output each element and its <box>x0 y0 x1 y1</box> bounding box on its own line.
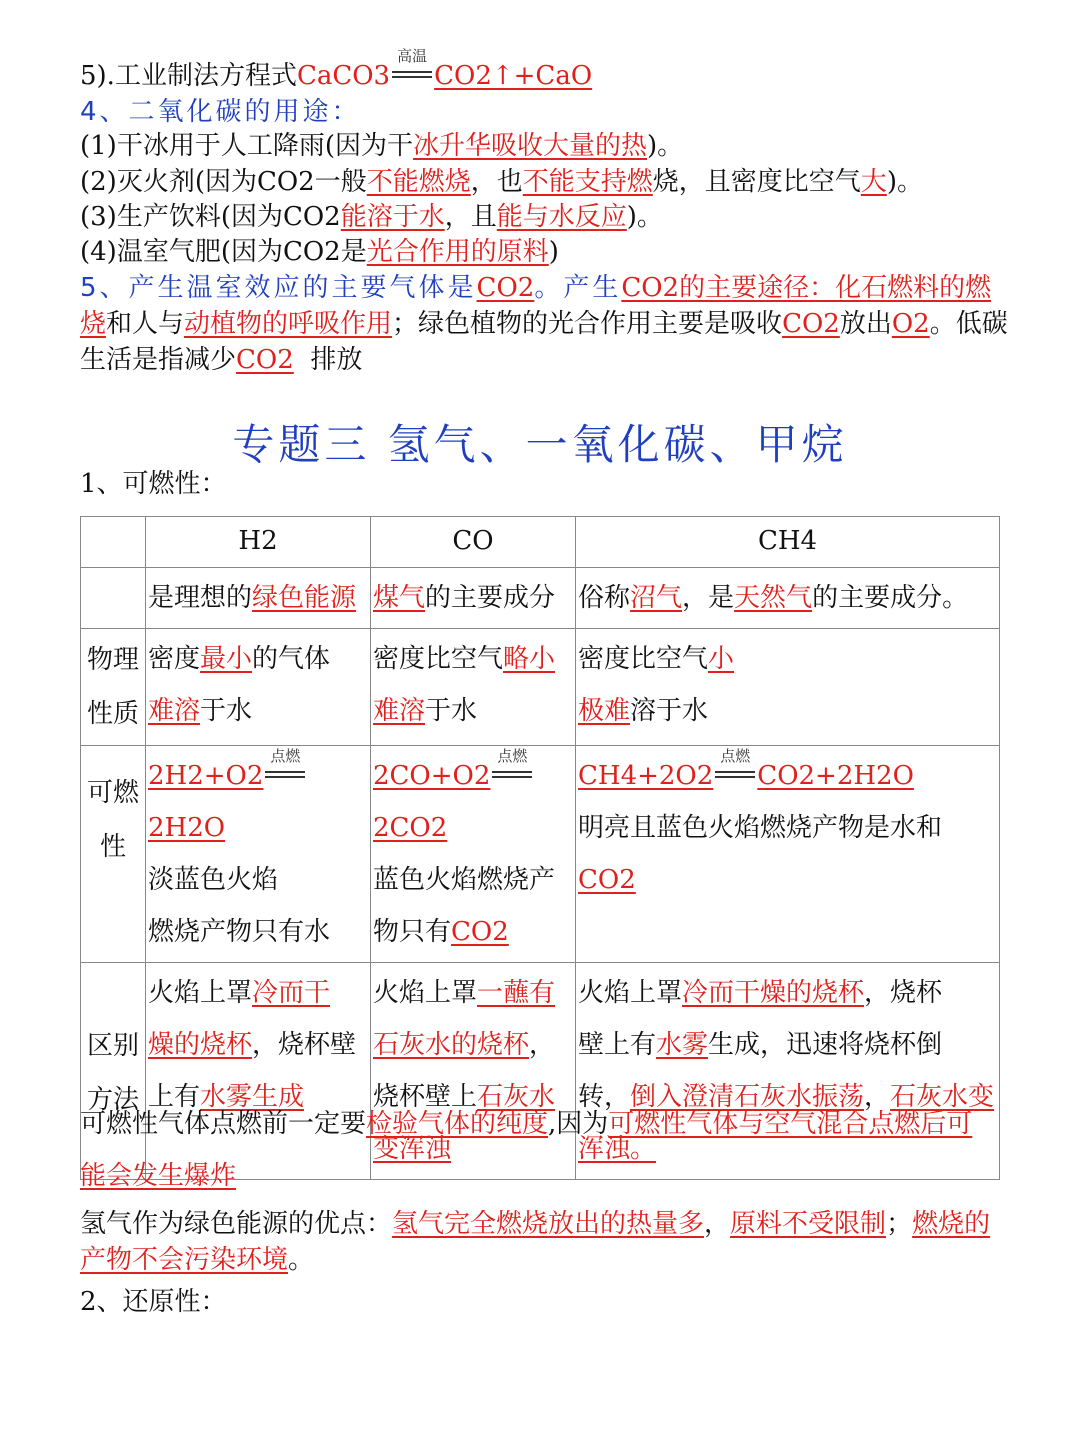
eq-left: 2CO+O2 <box>373 761 491 791</box>
eq-right: 2CO2 <box>373 813 448 843</box>
use3-end: )。 <box>626 202 663 232</box>
note-hydrogen-advantages <box>80 1206 1010 1278</box>
rh1: 可燃 <box>86 778 139 808</box>
cell-h2-r1 <box>146 568 371 629</box>
use-4 <box>80 234 559 270</box>
t-r: CO2 <box>451 917 509 947</box>
greenhouse-text: 。产生 <box>534 273 622 303</box>
t-b: ，烧杯 <box>864 978 943 1008</box>
t-r1: 略小 <box>503 644 556 674</box>
n2-b: ， <box>704 1209 731 1239</box>
col-header-ch4: CH4 <box>576 517 1000 568</box>
eq-cond: 点燃 <box>720 747 751 765</box>
t-r1b: 燥的烧杯 <box>148 1030 253 1060</box>
t-r1: 沼气 <box>630 583 683 613</box>
col-header-h2: H2 <box>146 517 371 568</box>
t-r2: 难溶 <box>373 696 426 726</box>
t-b: ，是 <box>682 583 735 613</box>
t-r2: 水雾生成 <box>200 1082 305 1112</box>
use2-text3: 烧，且密度比空气 <box>652 167 861 197</box>
cell-co-r3 <box>371 746 576 963</box>
use2-text2: ，也 <box>470 167 523 197</box>
row-head-empty <box>81 568 146 629</box>
cell-co-r1 <box>371 568 576 629</box>
note-purity <box>80 1098 1010 1202</box>
gl3-b: 排放 <box>310 345 363 375</box>
line5-prefix: 5).工业制法方程式 <box>80 61 297 91</box>
table-corner <box>81 517 146 568</box>
page-title: 专题三 氢气、一氧化碳、甲烷 <box>232 420 848 469</box>
t-a: 俗称 <box>578 583 631 613</box>
n2-r2: 原料不受限制 <box>730 1209 887 1239</box>
t-r2: 天然气 <box>734 583 813 613</box>
t-r2: 水雾 <box>656 1030 709 1060</box>
use2-text: (2)灭火剂(因为CO2一般 <box>80 167 367 197</box>
t-c: 烧杯壁上 <box>373 1082 478 1112</box>
n2-d: 。 <box>288 1245 315 1275</box>
subheading-combustibility: 1、可燃性： <box>80 469 227 499</box>
n1-r2: 可燃性气体与空气混合点燃后可 <box>608 1109 973 1139</box>
t-r: CO2 <box>578 865 636 895</box>
t-a: 的主要成分 <box>425 583 556 613</box>
table-header-row <box>81 517 1000 568</box>
t-c: 溶于水 <box>630 696 709 726</box>
heading-co2-uses: 4、二氧化碳的用途： <box>80 97 361 127</box>
cell-ch4-r1 <box>576 568 1000 629</box>
gl2-b: ；绿色植物的光合作用主要是吸收 <box>392 309 783 339</box>
eq-right: CO2+2H2O <box>757 761 914 791</box>
greenhouse-line-3 <box>80 342 362 378</box>
t-r1: 冷而干燥的烧杯 <box>682 978 865 1008</box>
gl2-r3: CO2 <box>782 309 840 339</box>
gas-comparison-table <box>80 516 1000 1180</box>
n2-r3b: 产物不会污染环境 <box>80 1245 289 1275</box>
t-r2b: 变浑浊 <box>373 1134 452 1164</box>
gl2-d: 。低碳 <box>929 309 1008 339</box>
n2-c: ； <box>886 1209 913 1239</box>
eq-product: CO2↑+CaO <box>434 61 593 91</box>
t-r2: 极难 <box>578 696 631 726</box>
t-r4b: 浑浊。 <box>578 1134 657 1164</box>
t-l1: 蓝色火焰燃烧产 <box>373 865 556 895</box>
use2-answer3: 大 <box>860 167 887 197</box>
t-b: ，烧杯壁 <box>252 1030 357 1060</box>
greenhouse-source: CO2的主要途径：化石燃料的燃 <box>621 273 992 303</box>
use3-text2: ，且 <box>444 202 497 232</box>
use2-end: )。 <box>886 167 923 197</box>
t-r1: 最小 <box>200 644 253 674</box>
eq-reactant: CaCO3 <box>296 61 391 91</box>
eq-cond: 点燃 <box>497 747 528 765</box>
rh1: 区别 <box>86 1031 139 1061</box>
eq-arrow <box>263 747 307 802</box>
cell-h2-r2 <box>146 629 371 746</box>
t-r3: 倒入澄清石灰水振荡 <box>630 1082 865 1112</box>
t-l1: 淡蓝色火焰 <box>148 865 279 895</box>
gl3-a: 生活是指减少 <box>80 345 237 375</box>
eq-arrow <box>490 747 534 802</box>
rh2: 性质 <box>86 699 139 729</box>
n1-r2b: 能会发生爆炸 <box>80 1161 237 1191</box>
t-l2: 燃烧产物只有水 <box>148 917 331 947</box>
rh1: 物理 <box>86 645 139 675</box>
use1-answer: 冰升华吸收大量的热 <box>412 131 647 161</box>
rh2: 方法 <box>86 1085 139 1115</box>
gl2-r1: 烧 <box>80 309 107 339</box>
cell-h2-r3 <box>146 746 371 963</box>
subheading-reducibility: 2、还原性： <box>80 1287 227 1317</box>
t-r1: 一蘸有 <box>477 978 556 1008</box>
n1-r1: 检验气体的纯度 <box>366 1109 549 1139</box>
greenhouse-line-1 <box>80 270 991 306</box>
use4-answer: 光合作用的原料 <box>366 237 549 267</box>
t-r2: 难溶 <box>148 696 201 726</box>
t-c: 上有 <box>148 1082 201 1112</box>
greenhouse-heading: 5、产生温室效应的主要气体是 <box>80 273 477 303</box>
t-f: ， <box>864 1082 891 1112</box>
t-l1: 明亮且蓝色火焰燃烧产物是水和 <box>578 813 943 843</box>
gl3-r1: CO2 <box>236 345 294 375</box>
t-e: 转， <box>578 1082 631 1112</box>
rh2: 性 <box>99 832 126 862</box>
t-c: 的主要成分。 <box>812 583 969 613</box>
row-head-combustible <box>81 746 146 963</box>
use-1 <box>80 128 683 164</box>
t-r1b: 石灰水的烧杯 <box>373 1030 530 1060</box>
cell-ch4-r2 <box>576 629 1000 746</box>
gl2-r2: 动植物的呼吸作用 <box>184 309 393 339</box>
eq-cond: 点燃 <box>270 747 301 765</box>
eq-arrow <box>390 47 434 94</box>
table-row <box>81 568 1000 629</box>
n1-a: 可燃性气体点燃前一定要 <box>80 1109 367 1139</box>
greenhouse-line-2 <box>80 306 1008 342</box>
n1-b: ,因为 <box>548 1109 609 1139</box>
t-a: 是理想的 <box>148 583 253 613</box>
use2-answer1: 不能燃烧 <box>366 167 471 197</box>
equation-line-5 <box>80 47 593 94</box>
t-a: 火焰上罩 <box>148 978 253 1008</box>
use2-answer2: 不能支持燃 <box>522 167 653 197</box>
use1-text: (1)干冰用于人工降雨(因为干 <box>80 131 413 161</box>
t-l2: 物只有 <box>373 917 452 947</box>
use-3 <box>80 199 663 235</box>
t-a: 火焰上罩 <box>578 978 683 1008</box>
greenhouse-gas: CO2 <box>476 273 535 303</box>
eq-right: 2H2O <box>148 813 226 843</box>
eq-arrow <box>713 747 757 802</box>
eq-left: CH4+2O2 <box>578 761 714 791</box>
use3-answer2: 能与水反应 <box>496 202 627 232</box>
cell-ch4-r3 <box>576 746 1000 963</box>
t-a: 密度 <box>148 644 201 674</box>
table-row <box>81 629 1000 746</box>
t-c: 壁上有 <box>578 1030 657 1060</box>
use3-text: (3)生产饮料(因为CO2 <box>80 202 341 232</box>
use3-answer1: 能溶于水 <box>340 202 445 232</box>
n2-r1: 氢气完全燃烧放出的热量多 <box>392 1209 705 1239</box>
gl2-a: 和人与 <box>106 309 185 339</box>
t-c: 于水 <box>200 696 253 726</box>
n2-a: 氢气作为绿色能源的优点： <box>80 1209 393 1239</box>
cell-co-r2 <box>371 629 576 746</box>
table-row <box>81 746 1000 963</box>
t-a: 火焰上罩 <box>373 978 478 1008</box>
t-d: 生成，迅速将烧杯倒 <box>708 1030 943 1060</box>
t-r: 绿色能源 <box>252 583 357 613</box>
eq-condition: 高温 <box>397 47 428 65</box>
use1-end: )。 <box>647 131 684 161</box>
t-b: ， <box>529 1030 556 1060</box>
t-r1: 小 <box>708 644 735 674</box>
t-r4: 石灰水变 <box>890 1082 995 1112</box>
t-b: 的气体 <box>252 644 331 674</box>
use4-end: ) <box>548 237 559 267</box>
gl2-r4: O2 <box>891 309 930 339</box>
t-r1: 冷而干 <box>252 978 331 1008</box>
row-head-physical <box>81 629 146 746</box>
t-r2: 石灰水 <box>477 1082 556 1112</box>
t-c: 于水 <box>425 696 478 726</box>
use4-text: (4)温室气肥(因为CO2是 <box>80 237 367 267</box>
t-a: 密度比空气 <box>373 644 504 674</box>
n2-r3: 燃烧的 <box>912 1209 991 1239</box>
use-2 <box>80 164 923 200</box>
col-header-co: CO <box>371 517 576 568</box>
t-a: 密度比空气 <box>578 644 709 674</box>
t-r: 煤气 <box>373 583 426 613</box>
eq-left: 2H2+O2 <box>148 761 264 791</box>
gl2-c: 放出 <box>839 309 892 339</box>
